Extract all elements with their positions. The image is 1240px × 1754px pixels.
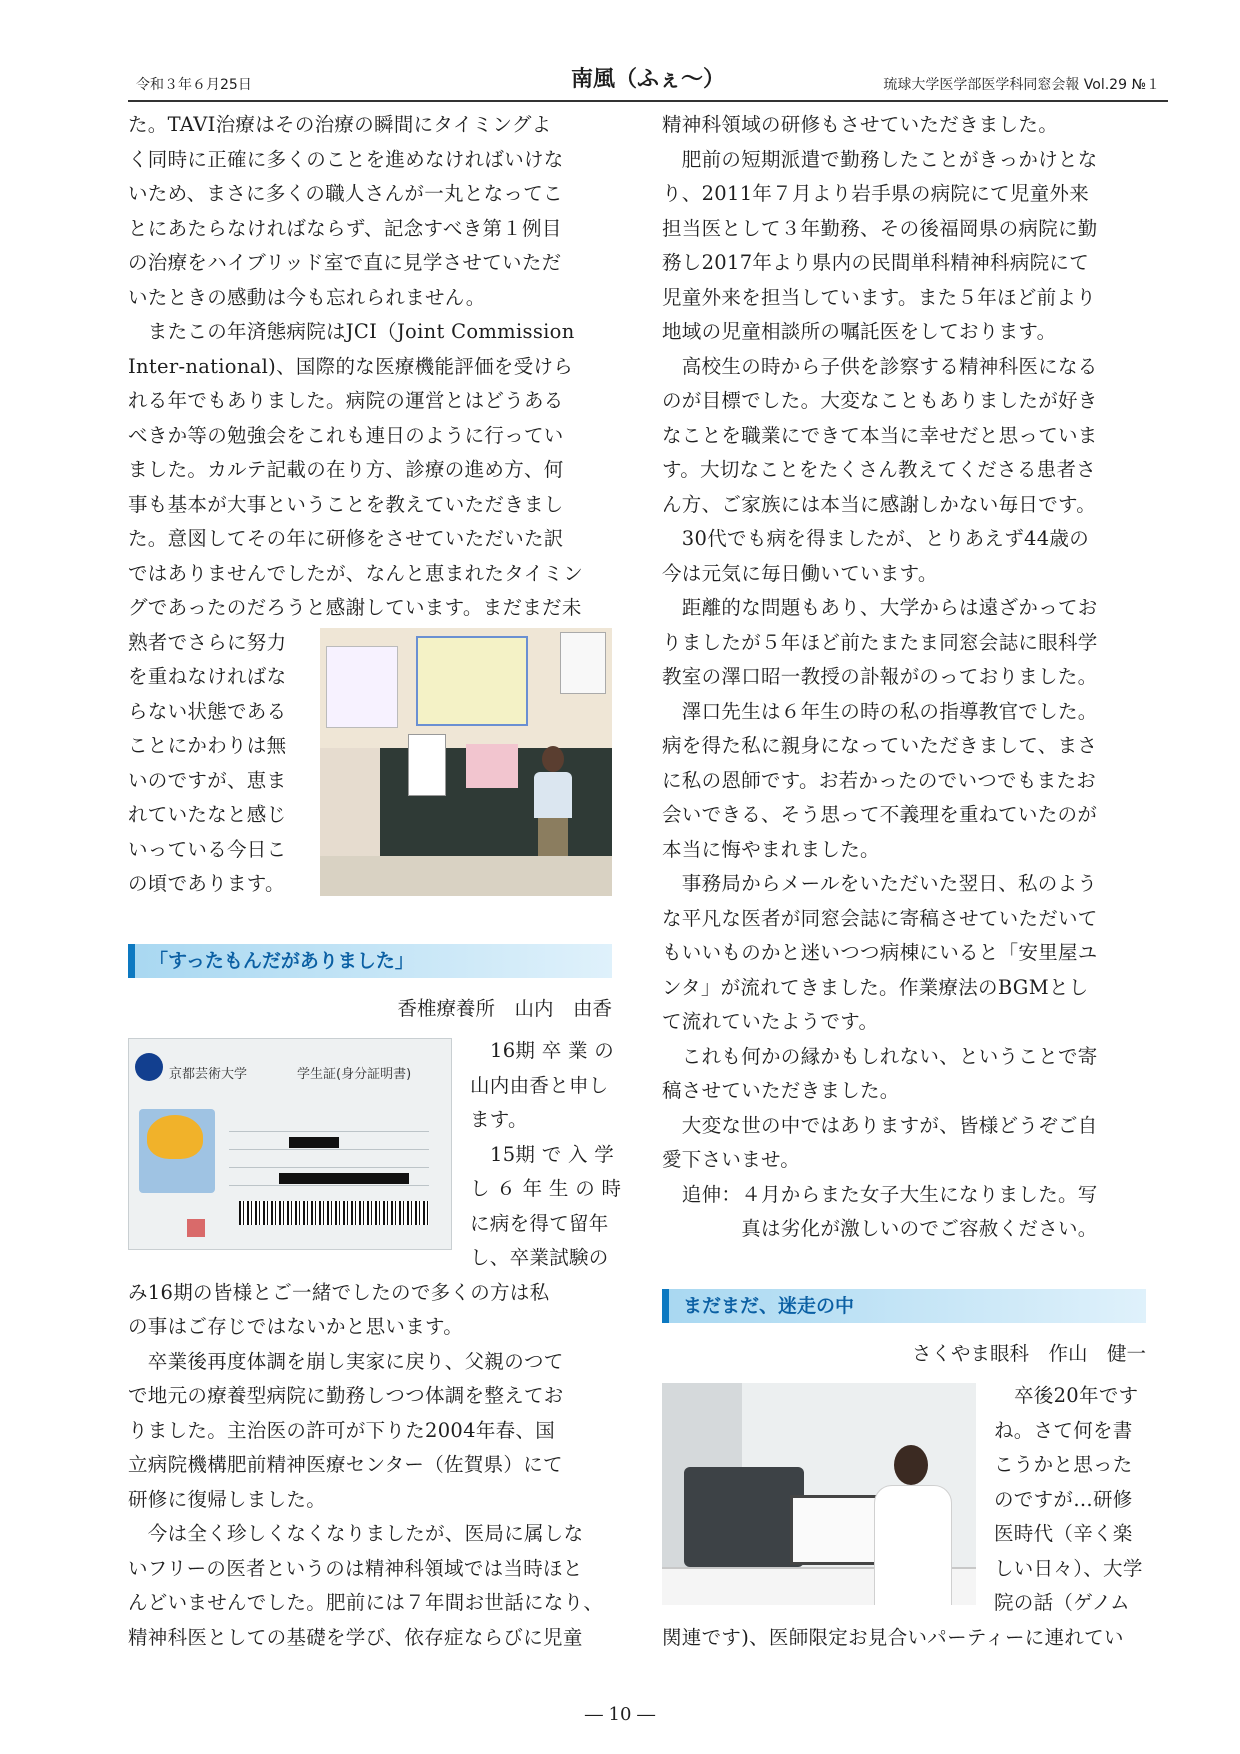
page-number: ― 10 ― <box>584 1704 656 1725</box>
text-line: の治療をハイブリッド室で直に見学させていただ <box>128 251 562 274</box>
text-line: のが目標でした。大変なこともありましたが好き <box>662 389 1098 412</box>
text-line: 教室の澤口昭一教授の訃報がのっておりました。 <box>662 665 1098 688</box>
text-line: ね。さて何を書 <box>994 1418 1133 1442</box>
text-line: 澤口先生は６年生の時の私の指導教官でした。 <box>662 699 1098 723</box>
text-line: 会いできる、そう思って不義理を重ねていたのが <box>662 803 1098 826</box>
text-line: 病を得た私に親身になっていただきまして、まさ <box>662 734 1098 757</box>
classroom-wrap <box>128 626 612 902</box>
text-line: 地域の児童相談所の嘱託医をしております。 <box>662 320 1057 343</box>
text-line: 30代でも病を得ましたが、とりあえず44歳の <box>662 527 1090 550</box>
text-line: 事務局からメールをいただいた翌日、私のよう <box>662 872 1098 895</box>
text-line: た。意図してその年に研修をさせていただいた訳 <box>128 527 564 550</box>
issue-date: 令和３年６月25日 <box>136 77 252 93</box>
text-line: ました。カルテ記載の在り方、診療の進め方、何 <box>128 458 564 481</box>
text-line: 16期 卒 業 の <box>490 1039 615 1062</box>
text-line: らない状態である <box>128 699 287 723</box>
text-line: く同時に正確に多くのことを進めなければいけな <box>128 147 564 171</box>
stamp <box>187 1219 205 1237</box>
doctor-figure <box>874 1445 950 1605</box>
section-heading: 「すったもんだがありました」 <box>128 944 612 978</box>
text-line: た。TAVI治療はその治療の瞬間にタイミングよ <box>128 113 552 136</box>
right-text <box>662 108 1146 1247</box>
text-line: 研修に復帰しました。 <box>128 1487 327 1511</box>
text-line: のですが…研修 <box>994 1487 1133 1511</box>
intro-text <box>128 108 612 626</box>
text-line: 務し2017年より県内の民間単科精神科病院にて <box>662 251 1090 274</box>
text-line: これも何かの縁かもしれない、ということで寄 <box>662 1044 1098 1068</box>
examination-device <box>684 1467 804 1567</box>
text-line: 卒後20年です <box>1014 1384 1139 1407</box>
text-line: 距離的な問題もあり、大学からは遠ざかってお <box>662 596 1098 619</box>
newsletter-title: 南風（ふぇ〜） <box>570 66 725 92</box>
text-line: またこの年済態病院はJCI（Joint Commission <box>128 320 575 343</box>
text-line: んどいませんでした。肥前には７年間お世話になり、 <box>128 1591 604 1614</box>
text-line: ではありませんでしたが、なんと恵まれたタイミン <box>128 561 584 585</box>
text-line: れていたなと感じ <box>128 803 287 826</box>
barcode <box>239 1201 429 1225</box>
text-line: 立病院機構肥前精神医療センター（佐賀県）にて <box>128 1453 563 1476</box>
text-line: し、卒業試験の <box>470 1246 609 1269</box>
student-card-photo <box>128 1038 452 1250</box>
text-line: を重ねなければな <box>128 665 287 688</box>
text-line: Inter-national)、国際的な医療機能評価を受けら <box>128 354 574 378</box>
text-line: りましたが５年ほど前たまたま同窓会誌に眼科学 <box>662 630 1098 654</box>
text-line: なことを職業にできて本当に幸せだと思っていま <box>662 423 1098 447</box>
text-line: し ６ 年 生 の 時 <box>470 1177 622 1200</box>
text-line: す。大切なことをたくさん教えてくださる患者さ <box>662 458 1097 481</box>
text-line: 15期 で 入 学 <box>490 1142 615 1166</box>
text-line: 精神科医としての基礎を学び、依存症ならびに児童 <box>128 1625 583 1649</box>
text-line: り、2011年７月より岩手県の病院にて児童外来 <box>662 182 1090 205</box>
section-heading: まだまだ、迷走の中 <box>662 1289 1146 1323</box>
text-line: の頃であります。 <box>128 872 285 895</box>
text-line: 卒業後再度体調を崩し実家に戻り、父親のつて <box>128 1349 564 1373</box>
after-card-text <box>128 1276 612 1656</box>
text-line: 高校生の時から子供を診察する精神科医になる <box>662 354 1098 378</box>
text-line: ンタ」が流れてきました。作業療法のBGMとし <box>662 975 1089 999</box>
text-line: 愛下さいませ。 <box>662 1148 801 1171</box>
text-line: とにあたらなければならず、記念すべき第１例目 <box>128 216 562 240</box>
publication-name: 琉球大学医学部医学科同窓会報 Vol.29 №１ <box>883 77 1160 93</box>
text-line: の事はご存じではないかと思います。 <box>128 1315 464 1338</box>
author-line: 香椎療養所 山内 由香 <box>397 996 612 1020</box>
clinic-wrap <box>662 1379 1146 1621</box>
text-line: 熟者でさらに努力 <box>128 630 287 654</box>
text-line: 関連です)、医師限定お見合いパーティーに連れてい <box>662 1625 1124 1649</box>
text-line: いっている今日こ <box>128 837 287 861</box>
text-line: て流れていたようです。 <box>662 1010 879 1033</box>
text-line: 大変な世の中ではありますが、皆様どうぞご自 <box>662 1113 1098 1137</box>
monitor <box>790 1495 886 1565</box>
classroom-photo <box>320 628 612 896</box>
text-line: 真は劣化が激しいのでご容赦ください。 <box>662 1217 1098 1240</box>
text-line: べきか等の勉強会をこれも連日のように行ってい <box>128 423 564 447</box>
text-line: で地元の療養型病院に勤務しつつ体調を整えてお <box>128 1384 564 1407</box>
card-wrap <box>128 1034 622 1276</box>
text-line: 山内由香と申し <box>470 1073 609 1097</box>
author-line: さくやま眼科 作山 健一 <box>911 1341 1146 1365</box>
left-column <box>128 108 622 1655</box>
text-line: 医時代（辛く楽 <box>994 1522 1133 1545</box>
card-school-name: 京都芸術大学 <box>169 1067 248 1082</box>
card-title: 学生証(身分証明書) <box>297 1067 412 1082</box>
teacher-figure <box>532 746 574 856</box>
text-line: いため、まさに多くの職人さんが一丸となってこ <box>128 182 563 205</box>
text-line: に病を得て留年 <box>470 1211 609 1235</box>
text-line: 稿させていただきました。 <box>662 1079 900 1102</box>
text-line: 追伸：４月からまた女子大生になりました。写 <box>662 1182 1098 1206</box>
text-line: 今は元気に毎日働いています。 <box>662 561 938 585</box>
text-line: もいいものかと迷いつつ病棟にいると「安里屋ユ <box>662 941 1098 964</box>
text-line: ことにかわりは無 <box>128 734 287 757</box>
text-line: 児童外来を担当しています。また５年ほど前より <box>662 285 1097 309</box>
university-logo <box>135 1053 163 1081</box>
text-line: に私の恩師です。お若かったのでいつでもまたお <box>662 768 1097 792</box>
text-line: いのですが、恵ま <box>128 768 287 792</box>
text-line: いたときの感動は今も忘れられません。 <box>128 285 486 309</box>
text-line: しい日々）、大学 <box>994 1556 1143 1580</box>
text-line: み16期の皆様とご一緒でしたので多くの方は私 <box>128 1280 550 1304</box>
wrap-text <box>128 626 306 902</box>
text-line: 精神科領域の研修もさせていただきました。 <box>662 113 1059 136</box>
text-line: 本当に悔やまれました。 <box>662 837 880 861</box>
text-line: ます。 <box>470 1108 528 1131</box>
eye-clinic-photo <box>662 1383 976 1605</box>
text-line: いフリーの医者というのは精神科領域では当時ほと <box>128 1556 583 1580</box>
text-line: グであったのだろうと感謝しています。まだまだ未 <box>128 596 582 619</box>
wrap-text <box>994 1379 1146 1621</box>
fox-mask-icon <box>147 1115 203 1159</box>
text-line: 院の話（ゲノム <box>994 1591 1130 1614</box>
text-line: りました。主治医の許可が下りた2004年春、国 <box>128 1418 556 1442</box>
text-line: 事も基本が大事ということを教えていただきまし <box>128 492 564 516</box>
text-line: 担当医として３年勤務、その後福岡県の病院に勤 <box>662 216 1098 240</box>
page-header <box>128 60 1168 102</box>
text-line: れる年でもありました。病院の運営とはどうある <box>128 389 564 412</box>
text-line: 今は全く珍しくなくなりましたが、医局に属しな <box>128 1522 584 1545</box>
text-line: こうかと思った <box>994 1453 1133 1476</box>
text-line: ん方、ご家族には本当に感謝しかない毎日です。 <box>662 492 1097 516</box>
right-column <box>662 108 1146 1655</box>
text-line: な平凡な医者が同窓会誌に寄稿させていただいて <box>662 906 1098 930</box>
text-line: 肥前の短期派遣で勤務したことがきっかけとな <box>662 147 1098 171</box>
wrap-text <box>470 1034 621 1276</box>
